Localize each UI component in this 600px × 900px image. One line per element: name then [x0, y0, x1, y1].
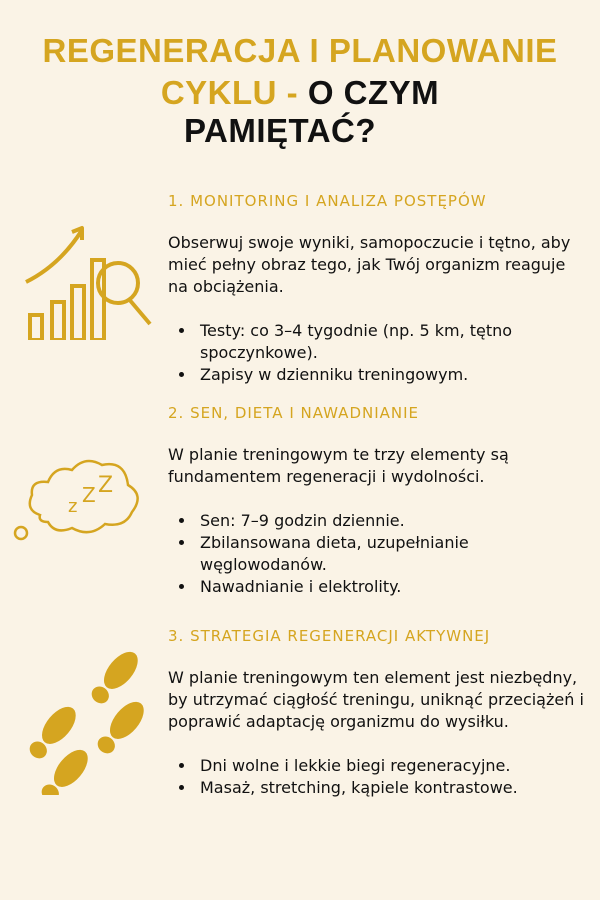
list-item: • Zbilansowana dieta, uzupełnianie węglowodanów. — [196, 532, 588, 576]
chart-magnifier-icon — [20, 220, 160, 340]
section-active-recovery — [168, 627, 588, 799]
list-item: • Zapisy w dzienniku treningowym. — [196, 364, 588, 386]
list-item: • Dni wolne i lekkie biegi regeneracyjne. — [196, 755, 588, 777]
section-text: W planie treningowym ten element jest niezbędny, by utrzymać ciągłość treningu, uniknąć przeciążeń i poprawić adaptację organizmu do wysiłku. — [168, 668, 584, 731]
title-line-2-dark: O CZYM — [307, 74, 440, 111]
svg-text:Z: Z — [82, 483, 96, 507]
footprints-icon — [25, 645, 155, 795]
section-heading: 1. MONITORING I ANALIZA POSTĘPÓW — [168, 192, 487, 210]
title-line-2 — [0, 74, 600, 112]
sleep-cloud-icon — [10, 440, 150, 545]
bullet-list — [168, 510, 588, 598]
section-sleep-diet — [168, 404, 588, 598]
list-item: • Masaż, stretching, kąpiele kontrastowe. — [196, 777, 588, 799]
svg-text:Z: Z — [98, 473, 114, 498]
list-item: • Sen: 7–9 godzin dziennie. — [196, 510, 588, 532]
title-line-3: PAMIĘTAĆ? — [183, 112, 377, 149]
section-heading: 2. SEN, DIETA I NAWADNIANIE — [168, 404, 420, 422]
section-monitoring — [168, 192, 588, 386]
list-item: • Testy: co 3–4 tygodnie (np. 5 km, tętno spoczynkowe). — [196, 320, 588, 364]
list-item: • Nawadnianie i elektrolity. — [196, 576, 588, 598]
section-text: Obserwuj swoje wyniki, samopoczucie i tętno, aby mieć pełny obraz tego, jak Twój organizm reaguje na obciążenia. — [168, 233, 571, 296]
bullet-list — [168, 320, 588, 386]
title-line-2-gold: CYKLU - — [160, 74, 308, 111]
section-heading: 3. STRATEGIA REGENERACJI AKTYWNEJ — [168, 627, 491, 645]
title-line-1: REGENERACJA I PLANOWANIE — [42, 32, 558, 69]
svg-text:z: z — [68, 496, 78, 517]
bullet-list — [168, 755, 588, 799]
section-text: W planie treningowym te trzy elementy są fundamentem regeneracji i wydolności. — [168, 445, 509, 486]
